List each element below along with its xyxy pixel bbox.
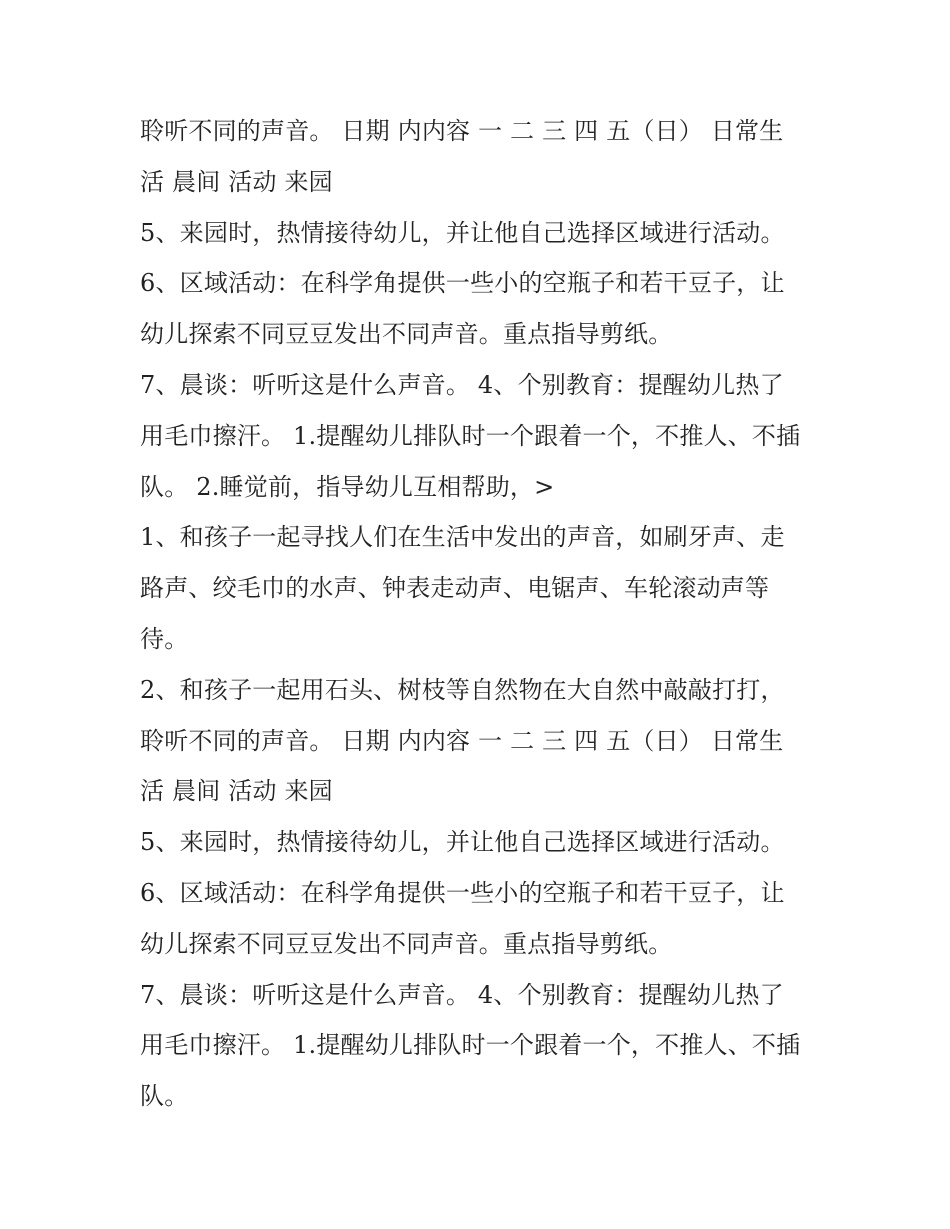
text-line: 用毛巾擦汗。 1.提醒幼儿排队时一个跟着一个，不推人、不插 xyxy=(140,421,801,450)
text-line: 待。 xyxy=(140,624,189,653)
text-line: 5、来园时，热情接待幼儿，并让他自己选择区域进行活动。 xyxy=(140,828,785,857)
text-line: 7、晨谈：听听这是什么声音。 4、个别教育：提醒幼儿热了 xyxy=(140,370,784,399)
text-line: 用毛巾擦汗。 1.提醒幼儿排队时一个跟着一个，不推人、不插 xyxy=(140,1031,801,1060)
text-line: 2、和孩子一起用石头、树枝等自然物在大自然中敲敲打打， xyxy=(140,675,785,704)
text-line: 队。 2.睡觉前，指导幼儿互相帮助，> xyxy=(140,472,555,501)
text-line: 活 晨间 活动 来园 xyxy=(140,777,333,806)
text-line: 5、来园时，热情接待幼儿，并让他自己选择区域进行活动。 xyxy=(140,218,785,247)
text-line: 幼儿探索不同豆豆发出不同声音。重点指导剪纸。 xyxy=(140,320,673,349)
text-line: 队。 xyxy=(140,1082,189,1111)
text-line: 活 晨间 活动 来园 xyxy=(140,167,333,196)
text-line: 1、和孩子一起寻找人们在生活中发出的声音，如刷牙声、走 xyxy=(140,523,785,552)
text-line: 幼儿探索不同豆豆发出不同声音。重点指导剪纸。 xyxy=(140,929,673,958)
text-line: 7、晨谈：听听这是什么声音。 4、个别教育：提醒幼儿热了 xyxy=(140,980,784,1009)
text-line: 聆听不同的声音。 日期 内内容 一 二 三 四 五（日） 日常生 xyxy=(140,726,784,755)
document-body xyxy=(140,106,820,1122)
text-line: 路声、绞毛巾的水声、钟表走动声、电锯声、车轮滚动声等 xyxy=(140,574,770,603)
text-line: 6、区域活动：在科学角提供一些小的空瓶子和若干豆子，让 xyxy=(140,878,785,907)
text-line: 聆听不同的声音。 日期 内内容 一 二 三 四 五（日） 日常生 xyxy=(140,117,784,145)
text-line: 6、区域活动：在科学角提供一些小的空瓶子和若干豆子，让 xyxy=(140,269,785,298)
